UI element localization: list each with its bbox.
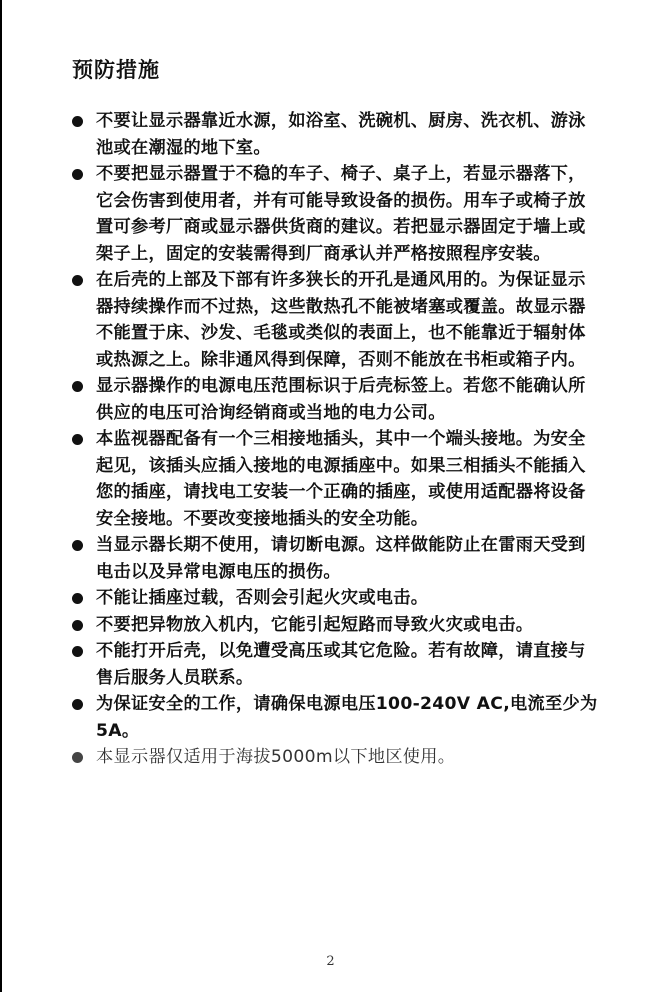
item-text: 本显示器仅适用于海拔5000m以下地区使用。 bbox=[96, 747, 456, 767]
bullet-icon bbox=[72, 699, 83, 710]
item-text: 不要把显示器置于不稳的车子、椅子、桌子上，若显示器落下，它会伤害到使用者，并有可能导致设备的损伤。用车子或椅子放置可参考厂商或显示器供货商的建议。若把显示器固定于墙上或架子上，固定的安装需得到厂商承认并严格按照程序安装。 bbox=[96, 164, 586, 264]
bullet-icon bbox=[72, 275, 83, 286]
bullet-icon bbox=[72, 116, 83, 127]
list-item bbox=[72, 612, 602, 639]
list-item bbox=[72, 373, 602, 426]
item-text: 本监视器配备有一个三相接地插头，其中一个端头接地。为安全起见，该插头应插入接地的电源插座中。如果三相插头不能插入您的插座，请找电工安装一个正确的插座，或使用适配器将设备安全接地。不要改变接地插头的安全功能。 bbox=[96, 429, 586, 529]
list-item bbox=[72, 161, 602, 267]
bullet-icon bbox=[72, 169, 83, 180]
list-item bbox=[72, 585, 602, 612]
item-text: 为保证安全的工作，请确保电源电压100-240V AC,电流至少为5A。 bbox=[96, 694, 598, 741]
list-item bbox=[72, 744, 602, 771]
bullet-icon bbox=[72, 540, 83, 551]
list-item bbox=[72, 426, 602, 532]
bullet-icon bbox=[72, 434, 83, 445]
list-item bbox=[72, 638, 602, 691]
item-text: 不要让显示器靠近水源，如浴室、洗碗机、厨房、洗衣机、游泳池或在潮湿的地下室。 bbox=[96, 111, 586, 158]
item-text: 不能让插座过载，否则会引起火灾或电击。 bbox=[96, 588, 429, 608]
list-item bbox=[72, 267, 602, 373]
list-item bbox=[72, 532, 602, 585]
bullet-icon bbox=[72, 620, 83, 631]
precautions-list bbox=[72, 108, 602, 771]
list-item bbox=[72, 691, 602, 744]
item-text: 显示器操作的电源电压范围标识于后壳标签上。若您不能确认所供应的电压可洽询经销商或当地的电力公司。 bbox=[96, 376, 586, 423]
item-text: 不要把异物放入机内，它能引起短路而导致火灾或电击。 bbox=[96, 614, 534, 635]
page-border bbox=[0, 0, 2, 992]
item-text: 当显示器长期不使用，请切断电源。这样做能防止在雷雨天受到电击以及异常电源电压的损伤。 bbox=[96, 535, 586, 582]
item-text: 不能打开后壳，以免遭受高压或其它危险。若有故障，请直接与售后服务人员联系。 bbox=[96, 641, 586, 688]
bullet-icon bbox=[72, 752, 83, 763]
list-item bbox=[72, 108, 602, 161]
bullet-icon bbox=[72, 593, 83, 604]
bullet-icon bbox=[72, 381, 83, 392]
bullet-icon bbox=[72, 646, 83, 657]
page-number: 2 bbox=[326, 954, 335, 969]
page-heading: 预防措施 bbox=[72, 58, 160, 82]
item-text: 在后壳的上部及下部有许多狭长的开孔是通风用的。为保证显示器持续操作而不过热，这些散热孔不能被堵塞或覆盖。故显示器不能置于床、沙发、毛毯或类似的表面上，也不能靠近于辐射体或热源之上。除非通风得到保障，否则不能放在书柜或箱子内。 bbox=[96, 270, 586, 370]
